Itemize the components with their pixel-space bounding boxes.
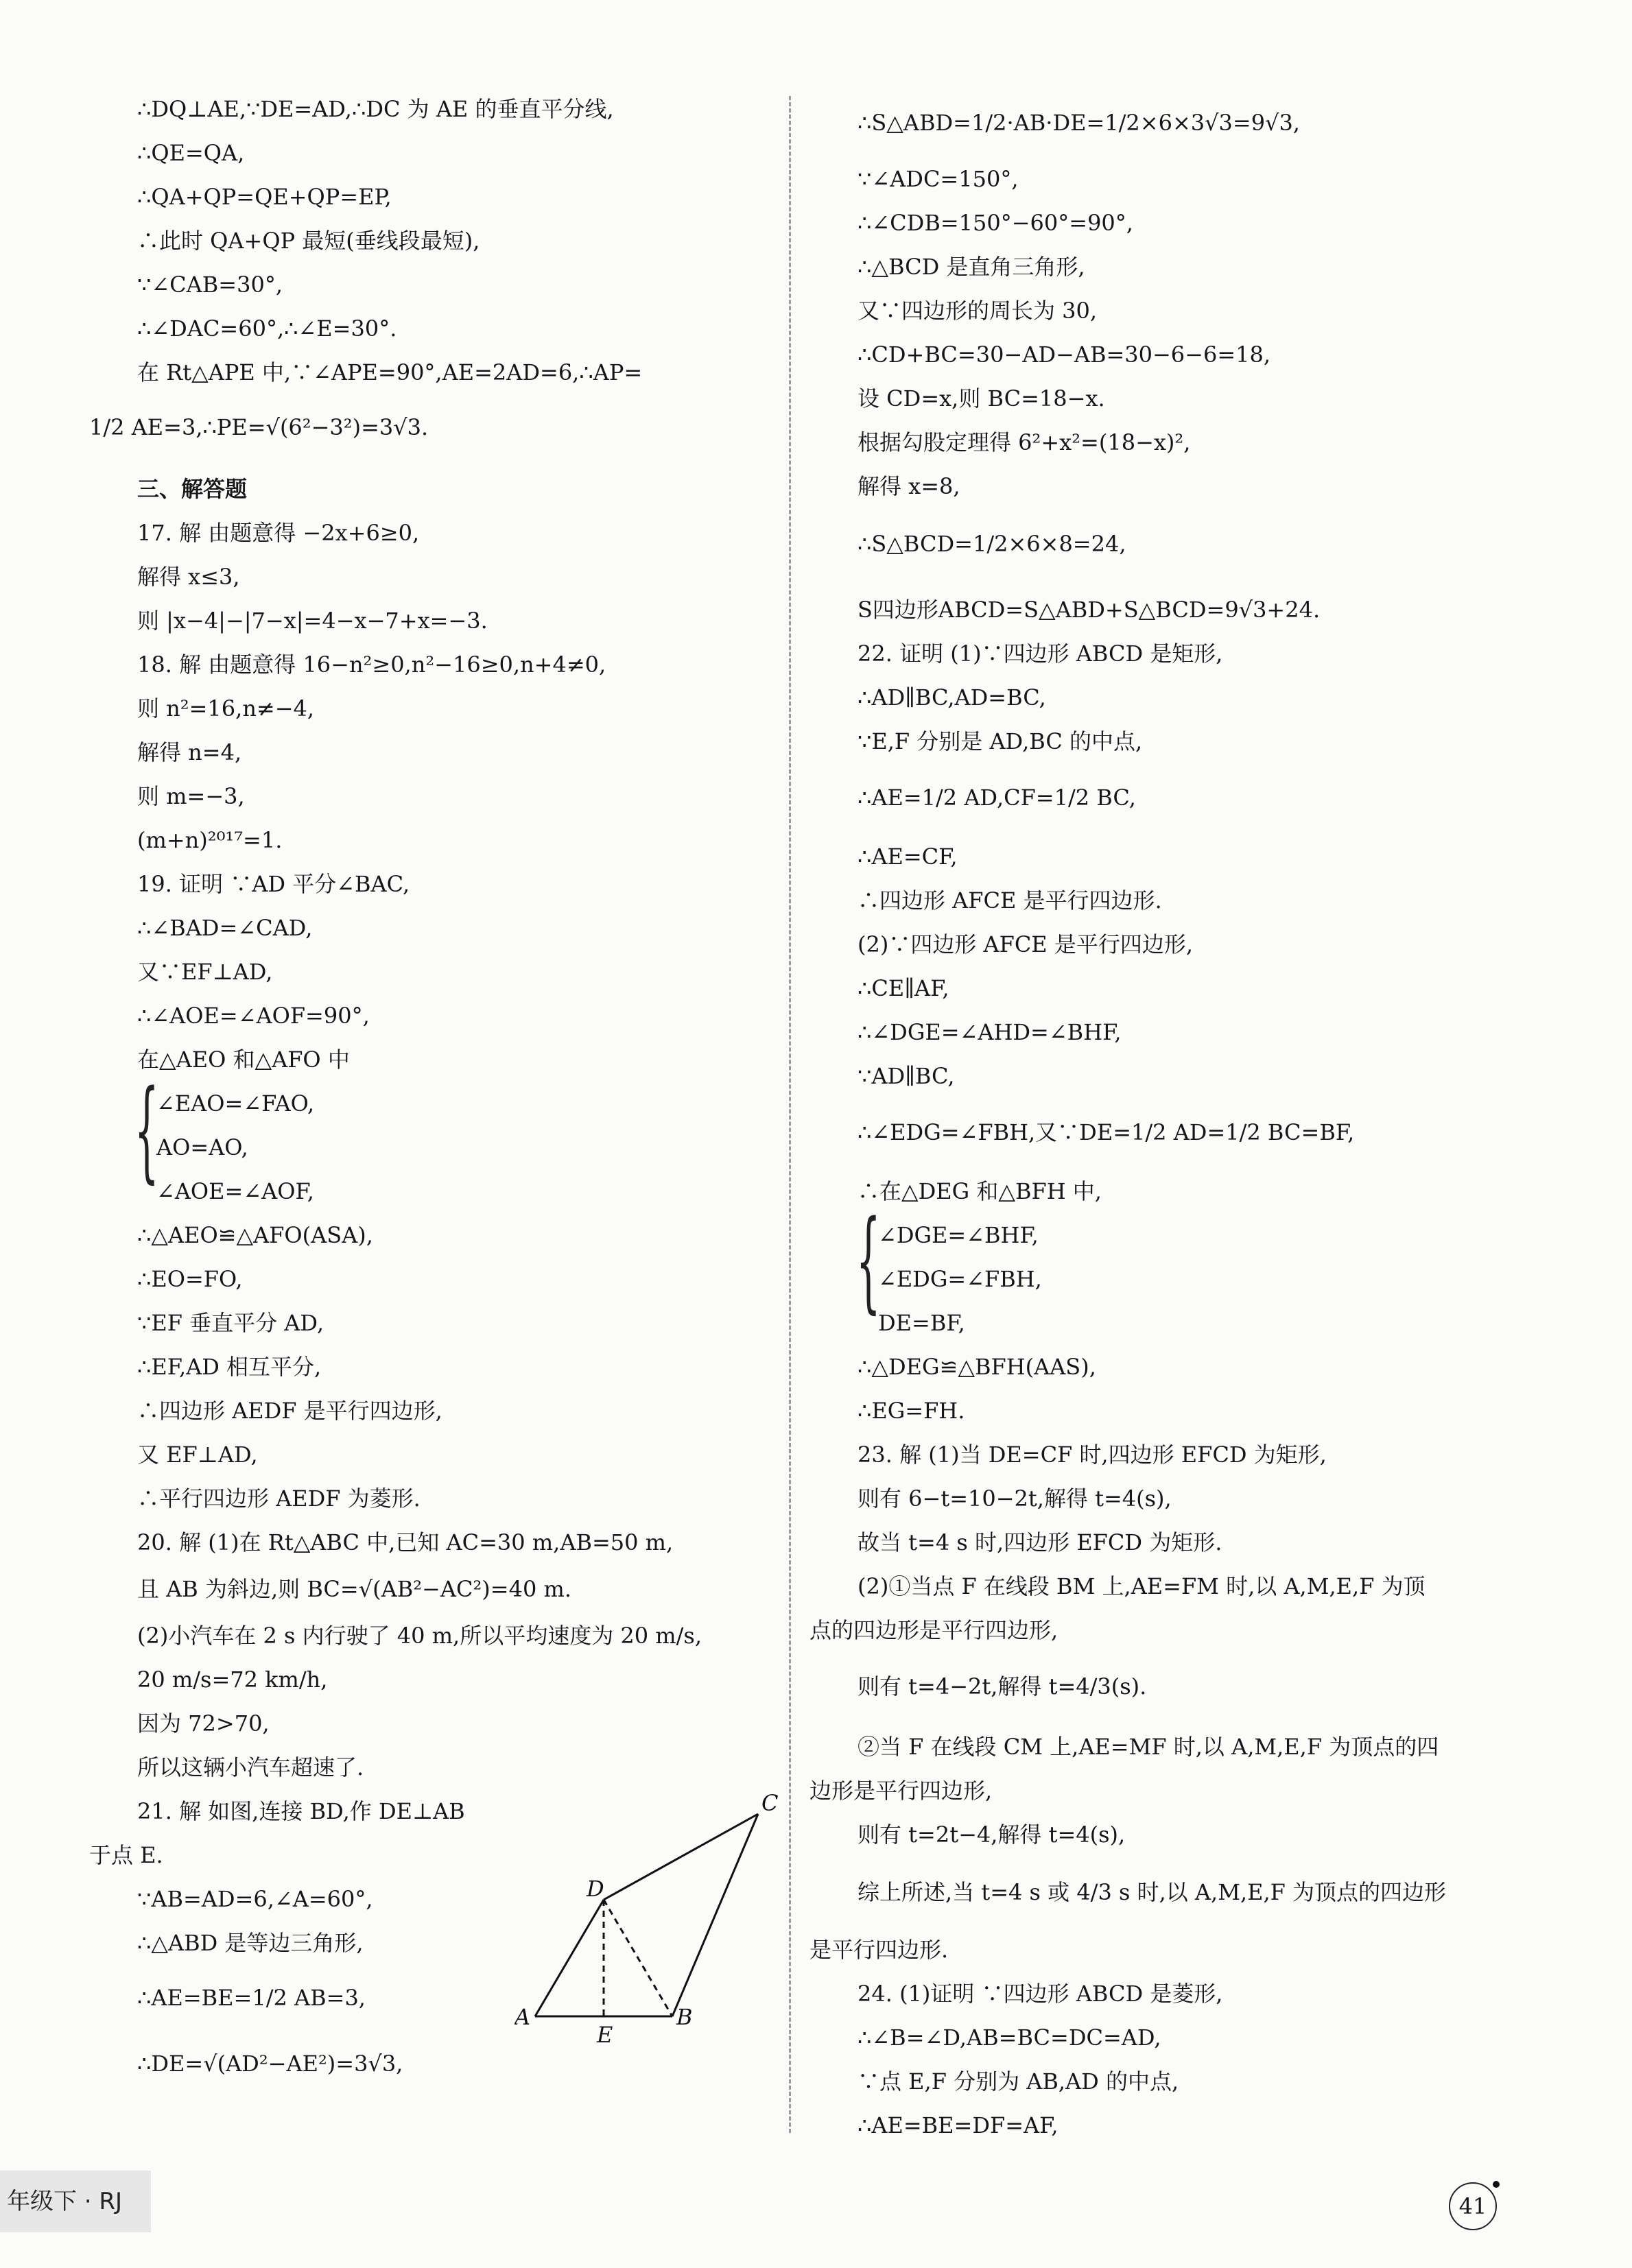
text-line: 故当 t=4 s 时,四边形 EFCD 为矩形. <box>858 1529 1222 1555</box>
text-line: 则 |x−4|−|7−x|=4−x−7+x=−3. <box>137 608 488 634</box>
text-line: ∴AE=BE=DF=AF, <box>858 2112 1059 2138</box>
text-line: ∵∠CAB=30°, <box>137 272 283 298</box>
text-line: ∴QA+QP=QE+QP=EP, <box>137 184 392 210</box>
text-line: ∴∠AOE=∠AOF=90°, <box>137 1003 370 1029</box>
text-line: ∴△ABD 是等边三角形, <box>137 1930 364 1956</box>
text-line: 所以这辆小汽车超速了. <box>137 1754 364 1780</box>
text-line: 于点 E. <box>89 1842 163 1868</box>
text-line: ∴∠CDB=150°−60°=90°, <box>858 210 1133 236</box>
text-line: ∴∠EDG=∠FBH,又∵DE=1/2 AD=1/2 BC=BF, <box>858 1119 1355 1145</box>
text-line: 是平行四边形. <box>809 1937 949 1963</box>
edge-cb <box>672 1814 758 2016</box>
text-line: ∴CD+BC=30−AD−AB=30−6−6=18, <box>858 342 1271 368</box>
text-line: ∴CE∥AF, <box>858 975 949 1001</box>
text-line: S四边形ABCD=S△ABD+S△BCD=9√3+24. <box>858 597 1321 623</box>
text-line: ∴AE=1/2 AD,CF=1/2 BC, <box>858 785 1136 811</box>
text-line: ②当 F 在线段 CM 上,AE=MF 时,以 A,M,E,F 为顶点的四 <box>858 1734 1439 1760</box>
text-line: ∠AOE=∠AOF, <box>156 1178 314 1204</box>
text-line: ∴AE=CF, <box>858 844 958 870</box>
text-line: 则有 6−t=10−2t,解得 t=4(s), <box>858 1485 1172 1512</box>
text-line: 点的四边形是平行四边形, <box>809 1617 1059 1643</box>
text-line: ∴S△ABD=1/2·AB·DE=1/2×6×3√3=9√3, <box>858 110 1300 136</box>
text-line: ∴平行四边形 AEDF 为菱形. <box>137 1485 421 1512</box>
text-line: ∴在△DEG 和△BFH 中, <box>858 1178 1102 1204</box>
text-line: 23. 解 (1)当 DE=CF 时,四边形 EFCD 为矩形, <box>858 1442 1327 1468</box>
quadrilateral-figure <box>515 1783 789 2051</box>
label-d: D <box>587 1876 604 1902</box>
text-line: 根据勾股定理得 6²+x²=(18−x)², <box>858 429 1191 455</box>
page-number: 41 <box>1449 2182 1497 2230</box>
text-line: ∴QE=QA, <box>137 140 245 166</box>
text-line: ∠DGE=∠BHF, <box>878 1222 1039 1248</box>
text-line: ∴DQ⊥AE,∵DE=AD,∴DC 为 AE 的垂直平分线, <box>137 96 614 122</box>
text-line: 解得 x=8, <box>858 473 960 499</box>
text-line: ∵E,F 分别是 AD,BC 的中点, <box>858 728 1143 754</box>
column-divider <box>789 96 791 2133</box>
text-line: 19. 证明 ∵AD 平分∠BAC, <box>137 871 410 897</box>
text-line: 又∵四边形的周长为 30, <box>858 298 1098 324</box>
text-line: 综上所述,当 t=4 s 或 4/3 s 时,以 A,M,E,F 为顶点的四边形 <box>858 1879 1447 1905</box>
text-line: (m+n)²⁰¹⁷=1. <box>137 827 283 853</box>
text-line: 且 AB 为斜边,则 BC=√(AB²−AC²)=40 m. <box>137 1576 571 1602</box>
text-line: ∵∠ADC=150°, <box>858 166 1019 192</box>
text-line: 解得 x≤3, <box>137 564 240 590</box>
section-heading: 三、解答题 <box>137 476 248 502</box>
edge-ad <box>535 1900 604 2016</box>
text-line: ∴∠DGE=∠AHD=∠BHF, <box>858 1019 1122 1045</box>
text-line: 21. 解 如图,连接 BD,作 DE⊥AB <box>137 1798 465 1824</box>
label-e: E <box>597 2022 613 2048</box>
text-line: ∵点 E,F 分别为 AB,AD 的中点, <box>858 2068 1179 2094</box>
text-line: AO=AO, <box>156 1134 248 1160</box>
text-line: 1/2 AE=3,∴PE=√(6²−3²)=3√3. <box>89 414 429 440</box>
text-line: ∵AB=AD=6,∠A=60°, <box>137 1886 373 1912</box>
text-line: ∴DE=√(AD²−AE²)=3√3, <box>137 2051 403 2077</box>
text-line: 又 EF⊥AD, <box>137 1442 258 1468</box>
text-line: 则有 t=2t−4,解得 t=4(s), <box>858 1822 1126 1848</box>
text-line: ∴AE=BE=1/2 AB=3, <box>137 1985 366 2011</box>
text-line: ∴EF,AD 相互平分, <box>137 1354 322 1380</box>
text-line: ∠EAO=∠FAO, <box>156 1090 315 1117</box>
label-a: A <box>515 2004 531 2030</box>
text-line: ∴△DEG≌△BFH(AAS), <box>858 1354 1096 1380</box>
left-brace: { <box>134 1066 159 1194</box>
label-b: B <box>676 2004 693 2030</box>
text-line: 边形是平行四边形, <box>809 1778 993 1804</box>
text-line: 设 CD=x,则 BC=18−x. <box>858 385 1105 411</box>
text-line: 则 n²=16,n≠−4, <box>137 695 315 721</box>
text-line: 又∵EF⊥AD, <box>137 959 273 985</box>
edge-dc <box>604 1814 758 1900</box>
text-line: 22. 证明 (1)∵四边形 ABCD 是矩形, <box>858 641 1223 667</box>
text-line: 因为 72>70, <box>137 1710 270 1736</box>
page-number-dot <box>1493 2181 1500 2188</box>
text-line: 则 m=−3, <box>137 783 245 809</box>
text-line: 解得 n=4, <box>137 739 242 765</box>
text-line: 20. 解 (1)在 Rt△ABC 中,已知 AC=30 m,AB=50 m, <box>137 1529 674 1555</box>
text-line: 在 Rt△APE 中,∵∠APE=90°,AE=2AD=6,∴AP= <box>137 359 643 385</box>
text-line: ∴AD∥BC,AD=BC, <box>858 684 1046 711</box>
text-line: (2)小汽车在 2 s 内行驶了 40 m,所以平均速度为 20 m/s, <box>137 1623 702 1649</box>
text-line: 则有 t=4−2t,解得 t=4/3(s). <box>858 1673 1147 1699</box>
text-line: ∴△BCD 是直角三角形, <box>858 254 1085 280</box>
text-line: ∵AD∥BC, <box>858 1063 955 1089</box>
text-line: (2)①当点 F 在线段 BM 上,AE=FM 时,以 A,M,E,F 为顶 <box>858 1573 1426 1599</box>
text-line: ∴∠BAD=∠CAD, <box>137 915 313 941</box>
label-c: C <box>761 1790 779 1816</box>
text-line: ∴EG=FH. <box>858 1398 965 1424</box>
text-line: 24. (1)证明 ∵四边形 ABCD 是菱形, <box>858 1981 1223 2007</box>
text-line: 20 m/s=72 km/h, <box>137 1667 328 1693</box>
text-line: ∴四边形 AFCE 是平行四边形. <box>858 887 1162 914</box>
text-line: DE=BF, <box>878 1310 965 1336</box>
text-line: 17. 解 由题意得 −2x+6≥0, <box>137 520 420 546</box>
text-line: ∴此时 QA+QP 最短(垂线段最短), <box>137 228 480 254</box>
text-line: ∴四边形 AEDF 是平行四边形, <box>137 1398 442 1424</box>
left-brace: { <box>856 1196 881 1324</box>
text-line: ∴S△BCD=1/2×6×8=24, <box>858 531 1126 557</box>
text-line: ∴EO=FO, <box>137 1266 243 1292</box>
text-line: 在△AEO 和△AFO 中 <box>137 1047 350 1073</box>
text-line: 18. 解 由题意得 16−n²≥0,n²−16≥0,n+4≠0, <box>137 652 606 678</box>
text-line: ∵EF 垂直平分 AD, <box>137 1310 324 1336</box>
text-line: ∴∠DAC=60°,∴∠E=30°. <box>137 315 397 342</box>
text-line: ∴△AEO≌△AFO(ASA), <box>137 1222 373 1248</box>
grade-tag: 年级下 · RJ <box>0 2171 151 2232</box>
text-line: ∴∠B=∠D,AB=BC=DC=AD, <box>858 2025 1161 2051</box>
diagonal-bd <box>604 1900 672 2016</box>
text-line: (2)∵四边形 AFCE 是平行四边形, <box>858 931 1194 957</box>
text-line: ∠EDG=∠FBH, <box>878 1266 1042 1292</box>
